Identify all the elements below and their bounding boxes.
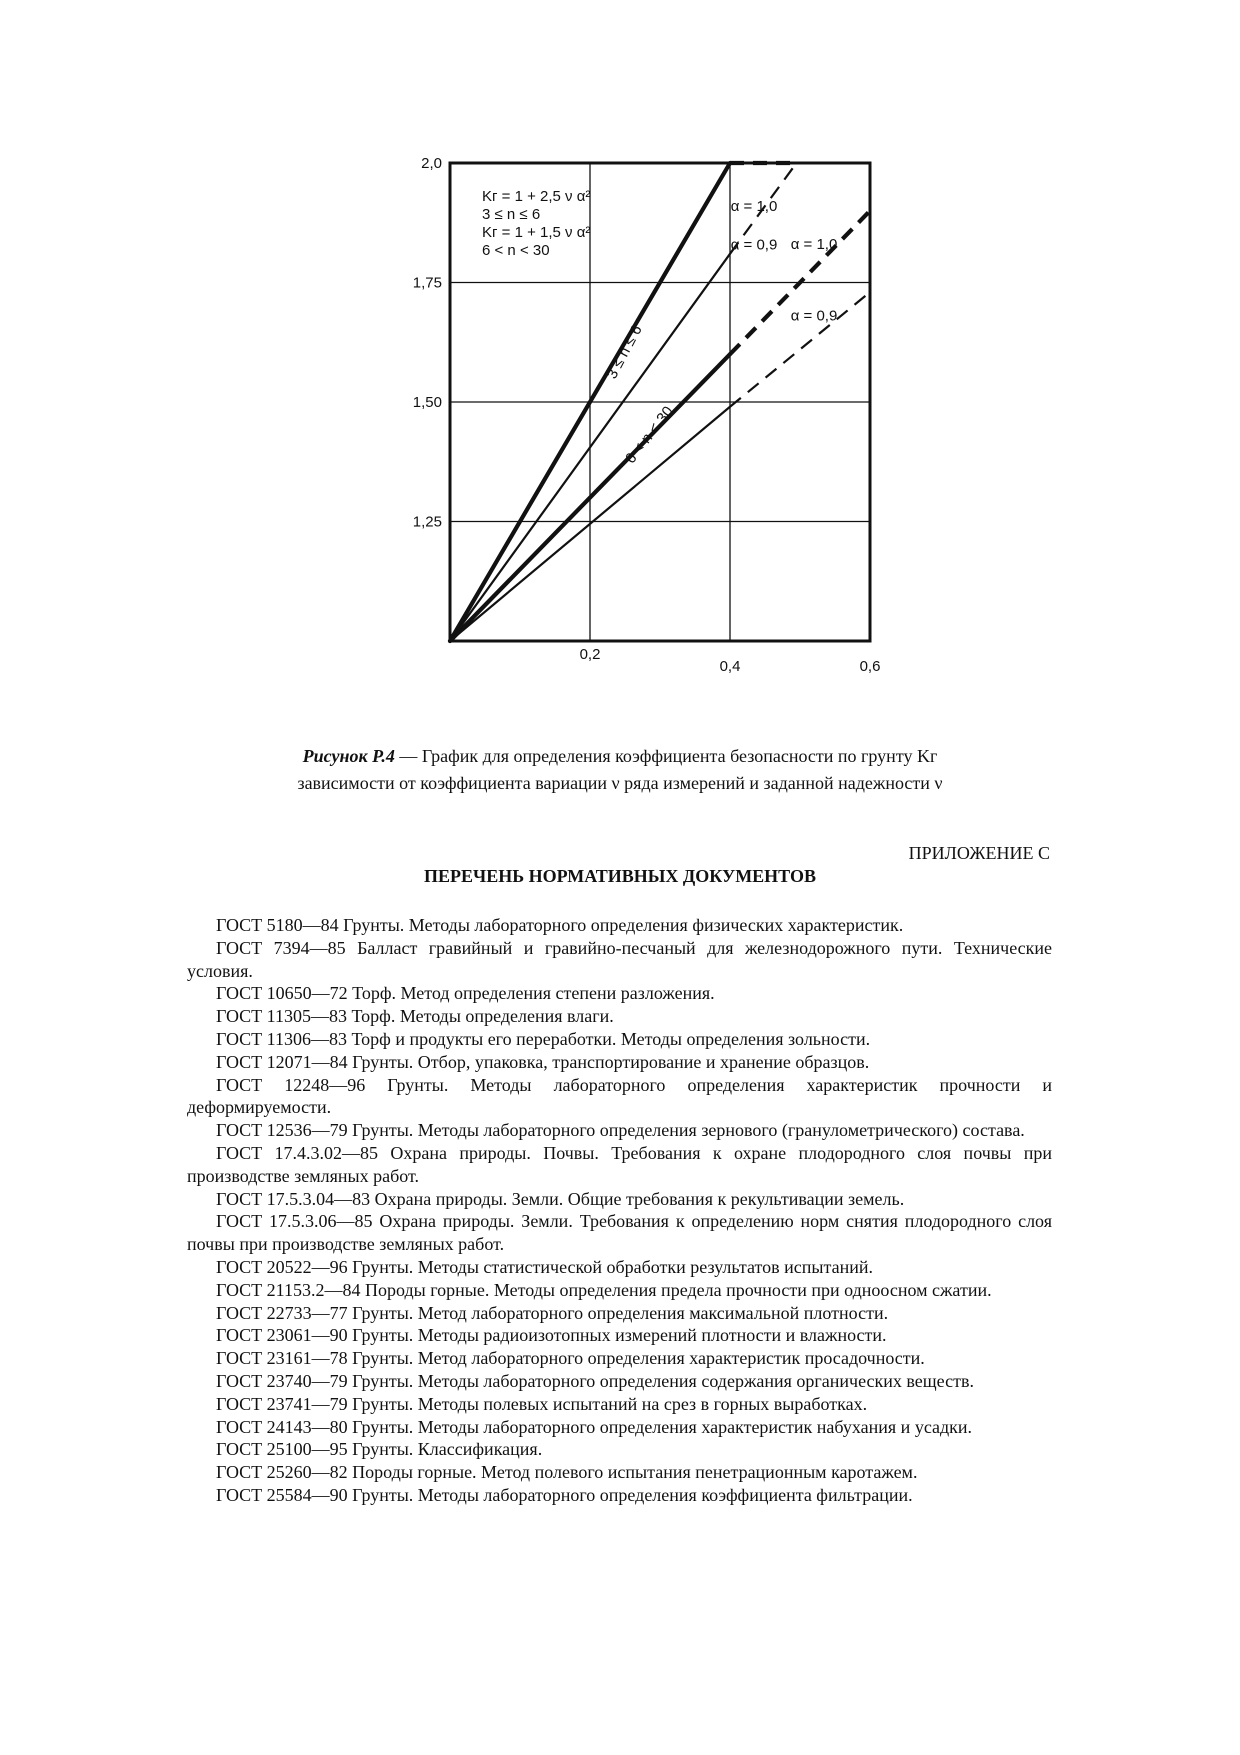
x-tick-label: 0,6	[859, 658, 881, 675]
reference-item: ГОСТ 12536—79 Грунты. Методы лабораторного определения зернового (гранулометрического) состава.	[216, 1120, 1025, 1141]
series-label: α = 1,0	[730, 198, 778, 216]
safety-coefficient-chart	[390, 145, 890, 745]
y-tick-label: 2,0	[421, 155, 442, 172]
series-label: α = 0,9	[730, 236, 778, 254]
reference-item: ГОСТ 5180—84 Грунты. Методы лабораторного определения физических характеристик.	[216, 915, 904, 935]
reference-item: ГОСТ 23741—79 Грунты. Методы полевых испытаний на срез в горных выработках.	[216, 1393, 868, 1414]
reference-item: ГОСТ 20522—96 Грунты. Методы статистической обработки результатов испытаний.	[216, 1256, 873, 1277]
x-tick-label: 0,2	[579, 646, 601, 663]
series-label: α = 1,0	[790, 236, 838, 254]
y-tick-label: 1,25	[412, 513, 442, 531]
x-tick-label: 0,4	[719, 658, 741, 675]
reference-item: ГОСТ 12248—96 Грунты. Методы лабораторного определения характеристик прочности и деформируемости.	[187, 1074, 1052, 1118]
equation-line: 6 < n < 30	[482, 242, 550, 259]
reference-item: ГОСТ 10650—72 Торф. Метод определения степени разложения.	[216, 983, 715, 1004]
reference-item: ГОСТ 17.4.3.02—85 Охрана природы. Почвы. Требования к охране плодородного слоя почвы при производстве земляных работ.	[187, 1142, 1052, 1186]
reference-item: ГОСТ 25260—82 Породы горные. Метод полевого испытания пенетрационным каротажем.	[216, 1462, 918, 1483]
equation-line: 3 ≤ n ≤ 6	[482, 206, 541, 223]
reference-item: ГОСТ 11305—83 Торф. Методы определения влаги.	[216, 1006, 614, 1027]
chart-labels	[482, 188, 837, 467]
reference-item: ГОСТ 22733—77 Грунты. Метод лабораторного определения максимальной плотности.	[216, 1302, 889, 1323]
series-label: α = 0,9	[790, 307, 838, 325]
line-group-annotation: 6 < n < 30	[621, 403, 677, 467]
y-tick-label: 1,50	[412, 394, 442, 411]
reference-item: ГОСТ 11306—83 Торф и продукты его переработки. Методы определения зольности.	[216, 1028, 871, 1049]
y-tick-label: 1,75	[412, 274, 442, 292]
reference-item: ГОСТ 17.5.3.06—85 Охрана природы. Земли. Требования к определению норм снятия плодородного слоя почвы при производстве земляных работ.	[187, 1211, 1052, 1255]
reference-item: ГОСТ 25584—90 Грунты. Методы лабораторного определения коэффициента фильтрации.	[216, 1484, 913, 1505]
equation-line: Kг = 1 + 2,5 ν α²	[482, 188, 591, 205]
reference-item: ГОСТ 23161—78 Грунты. Метод лабораторного определения характеристик просадочности.	[216, 1348, 925, 1369]
reference-item: ГОСТ 12071—84 Грунты. Отбор, упаковка, транспортирование и хранение образцов.	[216, 1051, 870, 1072]
reference-item: ГОСТ 21153.2—84 Породы горные. Методы определения предела прочности при одноосном сжатии.	[216, 1279, 992, 1300]
line-group-annotation: 3 ≤ n ≤ 6	[603, 322, 646, 382]
reference-item: ГОСТ 24143—80 Грунты. Методы лабораторного определения характеристик набухания и усадки.	[216, 1416, 973, 1437]
reference-item: ГОСТ 17.5.3.04—83 Охрана природы. Земли. Общие требования к рекультивации земель.	[216, 1188, 905, 1209]
section-heading: ПЕРЕЧЕНЬ НОРМАТИВНЫХ ДОКУМЕНТОВ	[424, 866, 816, 886]
reference-list	[187, 914, 1052, 1507]
figure-caption	[180, 743, 1060, 797]
appendix-label: ПРИЛОЖЕНИЕ С	[908, 843, 1050, 863]
reference-item: ГОСТ 23061—90 Грунты. Методы радиоизотопных измерений плотности и влажности.	[216, 1325, 887, 1346]
caption-label: Рисунок Р.4	[302, 746, 395, 766]
reference-item: ГОСТ 23740—79 Грунты. Методы лабораторного определения содержания органических веществ.	[216, 1370, 974, 1391]
caption-text-line2: зависимости от коэффициента вариации ν ряда измерений и заданной надежности ν	[297, 773, 943, 793]
reference-item: ГОСТ 25100—95 Грунты. Классификация.	[216, 1439, 543, 1460]
reference-item: ГОСТ 7394—85 Балласт гравийный и гравийно-песчаный для железнодорожного пути. Технические условия.	[187, 937, 1052, 981]
caption-text-line1: — График для определения коэффициента безопасности по грунту Kг	[394, 746, 938, 766]
equation-line: Kг = 1 + 1,5 ν α²	[482, 224, 591, 241]
